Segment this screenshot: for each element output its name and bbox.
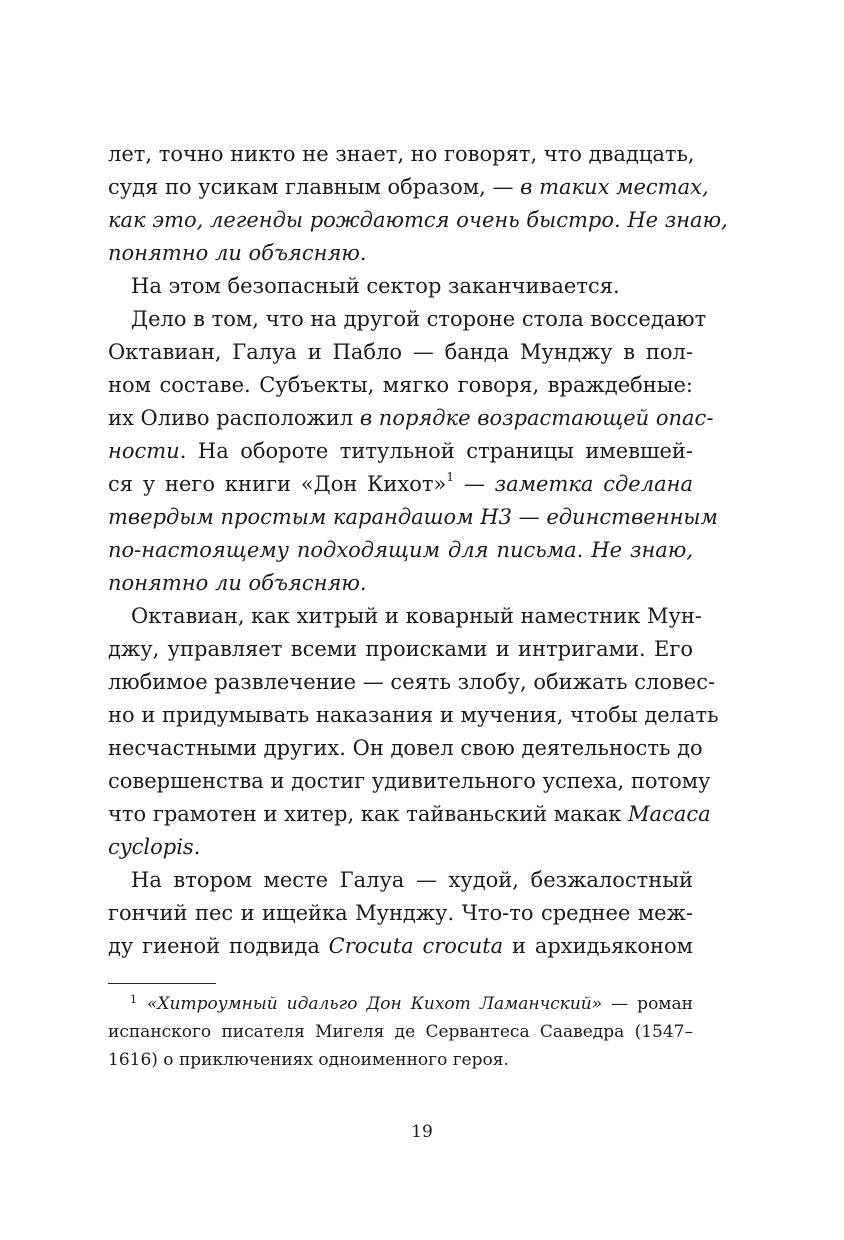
- text-line: лет, точно никто не знает, но говорят, что двадцать,: [108, 142, 695, 166]
- text-line: их Оливо расположил в порядке возрастающей опас-: [108, 406, 714, 430]
- footnote-reference: 1: [446, 470, 455, 484]
- footnote-line: $^1$ «Хитроумный идальго Дон Кихот Ламанчский» — роман: [130, 993, 693, 1014]
- text-line: Октавиан, как хитрый и коварный наместник Мун-: [131, 604, 702, 628]
- text-line: что грамотен и хитер, как тайваньский макак Macaca: [108, 802, 711, 826]
- text-line: по-настоящему подходящим для письма. Не знаю,: [108, 538, 693, 562]
- text-line: cyclopis.: [108, 835, 201, 859]
- text-line: совершенства и достиг удивительного успеха, потому: [108, 769, 711, 793]
- text-line: ности. На обороте титульной страницы имевшей-: [108, 439, 693, 463]
- text-line: любимое развлечение — сеять злобу, обижать словес-: [108, 670, 716, 694]
- text-line: Дело в том, что на другой стороне стола восседают: [131, 307, 707, 331]
- text-line: понятно ли объясняю.: [108, 571, 367, 595]
- text-line: но и придумывать наказания и мучения, чтобы делать: [108, 703, 719, 727]
- text-line: На этом безопасный сектор заканчивается.: [131, 274, 620, 298]
- text-line: ном составе. Субъекты, мягко говоря, враждебные:: [108, 373, 693, 397]
- text-line: гончий пес и ищейка Мунджу. Что-то среднее меж-: [108, 901, 693, 925]
- footnote-line: 1616) о приключениях одноименного героя.: [108, 1050, 509, 1070]
- text-line: На втором месте Галуа — худой, безжалостный: [131, 868, 693, 892]
- text-line: ся у него книги «Дон Кихот»$^1$ — заметка сделана: [108, 470, 693, 496]
- page-number: 19: [411, 1122, 433, 1142]
- footnote-marker: 1: [130, 993, 137, 1006]
- text-line: судя по усикам главным образом, — в таких местах,: [108, 175, 709, 199]
- footnote-divider: [108, 983, 216, 984]
- text-line: как это, легенды рождаются очень быстро. Не знаю,: [108, 208, 728, 232]
- text-line: ду гиеной подвида Crocuta crocuta и архидьяконом: [108, 934, 693, 958]
- text-line: Октавиан, Галуа и Пабло — банда Мунджу в пол-: [108, 340, 693, 364]
- text-line: твердым простым карандашом Н3 — единственным: [108, 505, 718, 529]
- text-line: джу, управляет всеми происками и интригами. Его: [108, 637, 693, 661]
- text-line: несчастными других. Он довел свою деятельность до: [108, 736, 703, 760]
- text-line: понятно ли объясняю.: [108, 241, 367, 265]
- footnote-line: испанского писателя Мигеля де Сервантеса Сааведра (1547–: [108, 1022, 693, 1042]
